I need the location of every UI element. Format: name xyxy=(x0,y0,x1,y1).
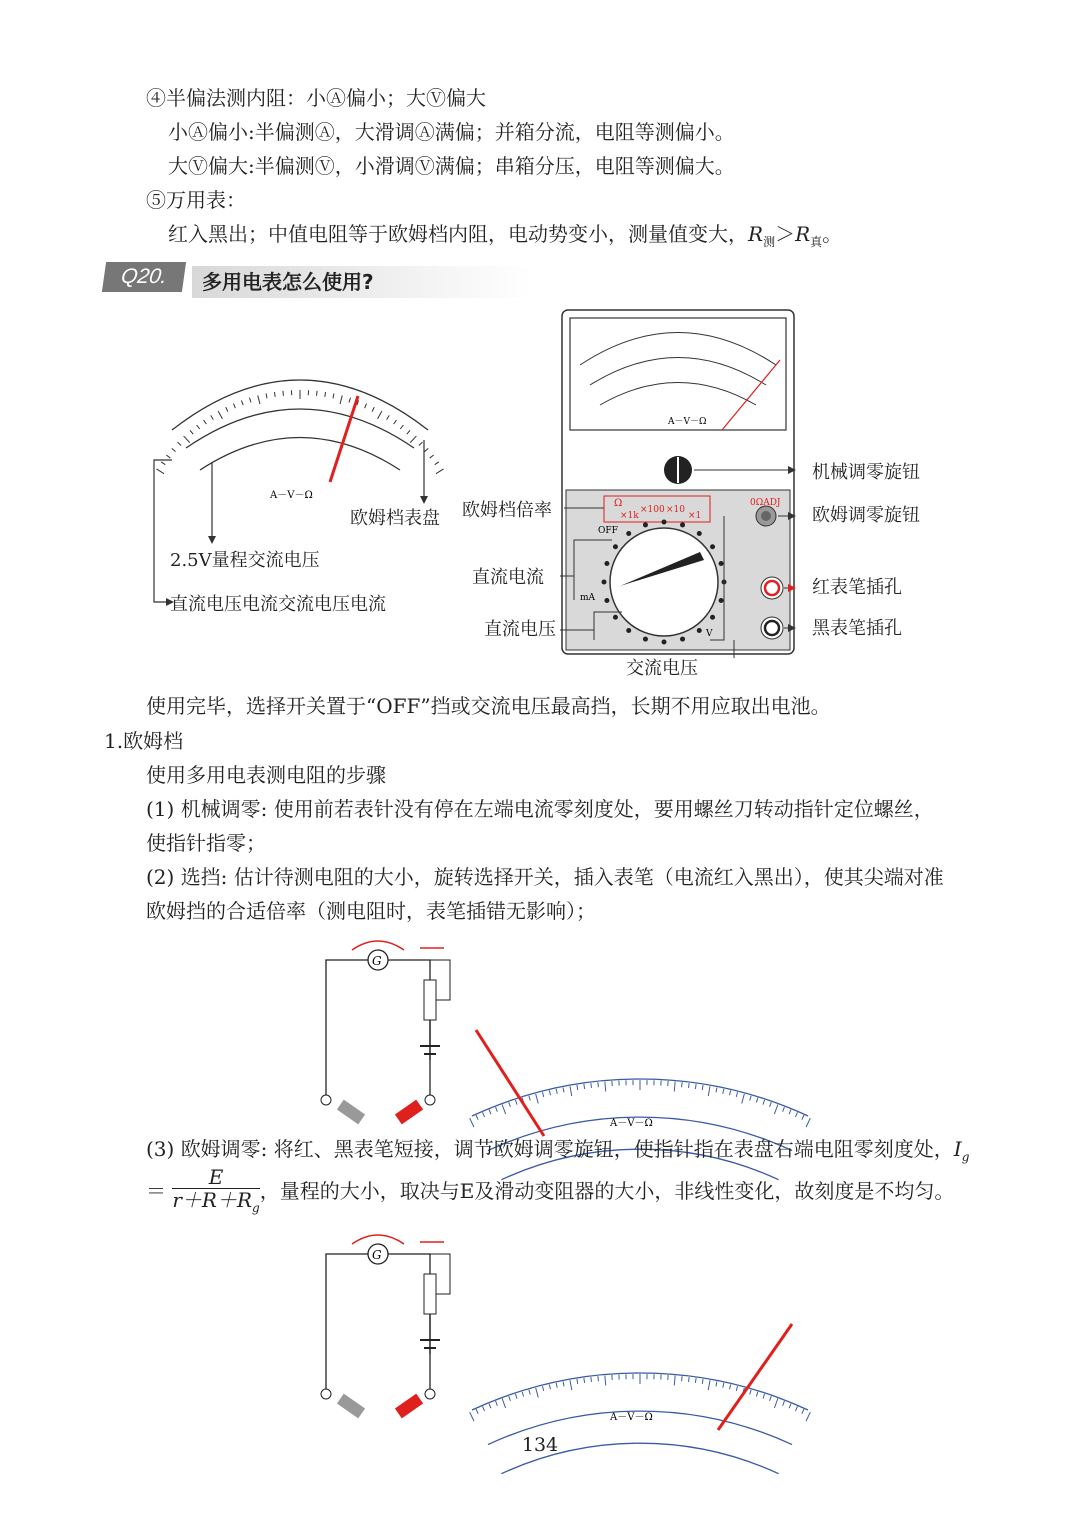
label-mech-zero: 机械调零旋钮 xyxy=(812,462,920,483)
svg-text:A－V－Ω: A－V－Ω xyxy=(610,1412,653,1423)
label-red-jack: 红表笔插孔 xyxy=(812,577,902,598)
label-black-jack: 黑表笔插孔 xyxy=(812,618,902,639)
step2a: (2) 选挡: 估计待测电阻的大小，旋转选择开关，插入表笔（电流红入黑出），使其尖端对准 xyxy=(146,865,944,889)
section4-line1: ④半偏法测内阻：小Ⓐ偏小；大Ⓥ偏大 xyxy=(146,86,486,110)
knob-ohm: Ω xyxy=(614,498,623,509)
label-ac25: 2.5V量程交流电压 xyxy=(170,550,320,571)
knob-x100: ×100 xyxy=(640,505,665,515)
knob-x10: ×10 xyxy=(666,505,685,515)
knob-0adj: 0ΩADJ xyxy=(750,498,781,508)
section5-title: ⑤万用表： xyxy=(146,188,246,212)
label-ohm-zero: 欧姆调零旋钮 xyxy=(812,505,920,526)
label-ohm-dial: 欧姆档表盘 xyxy=(350,508,440,529)
knob-x1: ×1 xyxy=(688,511,702,521)
ohm-heading: 1.欧姆档 xyxy=(104,729,184,753)
knob-off: OFF xyxy=(598,526,618,536)
section4-line2: 小Ⓐ偏小:半偏测Ⓐ，大滑调Ⓐ满偏；并箱分流，电阻等测偏小。 xyxy=(168,120,735,144)
svg-text:A－V－Ω: A－V－Ω xyxy=(668,417,707,427)
section5-line1: 红入黑出；中值电阻等于欧姆档内阻，电动势变小，测量值变大，$R_测>R_真$。 xyxy=(168,222,843,249)
after-use: 使用完毕，选择开关置于“OFF”挡或交流电压最高挡，长期不用应取出电池。 xyxy=(146,694,831,718)
fig1-caption: A－V－Ω xyxy=(270,490,313,501)
step3a: (3) 欧姆调零: 将红、黑表笔短接，调节欧姆调零旋钮，使指针指在表盘右端电阻零刻度处，$I_g$ xyxy=(146,1137,970,1164)
step2b: 欧姆挡的合适倍率（测电阻时，表笔插错无影响）； xyxy=(146,899,596,923)
knob-ma: mA xyxy=(580,593,596,603)
ohm-steps-title: 使用多用电表测电阻的步骤 xyxy=(146,763,386,787)
knob-v: V xyxy=(706,629,713,639)
step1b: 使指针指零； xyxy=(146,831,266,855)
question-title: 多用电表怎么使用? xyxy=(192,266,532,298)
page-number: 134 xyxy=(521,1434,559,1456)
svg-text:A－V－Ω: A－V－Ω xyxy=(610,1118,653,1129)
svg-text:G: G xyxy=(372,954,382,968)
formula-fraction: $\frac{E}{r+R+R_g}$ xyxy=(172,1165,260,1215)
label-ac-voltage: 交流电压 xyxy=(626,658,698,679)
label-ohm-mult: 欧姆档倍率 xyxy=(462,500,552,521)
knob-x1k: ×1k xyxy=(620,511,639,521)
svg-text:G: G xyxy=(372,1248,382,1262)
label-dc: 直流电压电流交流电压电流 xyxy=(170,594,386,615)
step1a: (1) 机械调零: 使用前若表针没有停在左端电流零刻度处，要用螺丝刀转动指针定位螺丝， xyxy=(146,797,934,821)
label-dc-voltage: 直流电压 xyxy=(484,619,556,640)
label-dc-current: 直流电流 xyxy=(472,567,544,588)
section4-line3: 大Ⓥ偏大:半偏测Ⓥ，小滑调Ⓥ满偏；串箱分压，电阻等测偏大。 xyxy=(168,154,735,178)
question-tag: Q20. xyxy=(102,262,186,292)
step3b: ＝ $\frac{E}{r+R+R_g}$ ，量程的大小，取决与E及滑动变阻器的大小，非线性变化，故刻度是不均匀。 xyxy=(146,1166,954,1219)
